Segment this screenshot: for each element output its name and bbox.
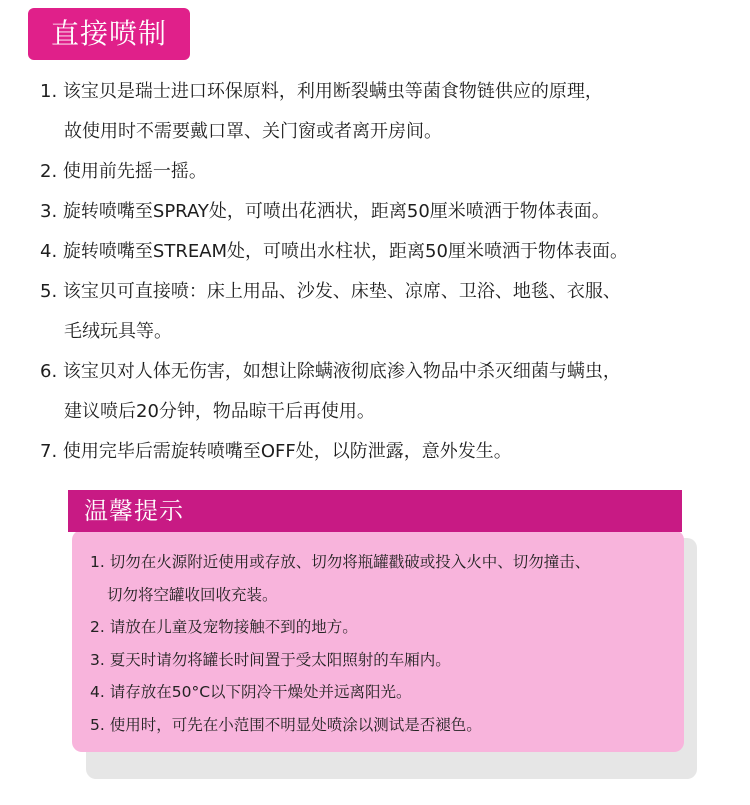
step-5-line-1: 5. 该宝贝可直接喷：床上用品、沙发、床垫、凉席、卫浴、地毯、衣服、 [40, 281, 621, 302]
step-3-line-1: 3. 旋转喷嘴至SPRAY处，可喷出花洒状，距离50厘米喷洒于物体表面。 [40, 201, 610, 222]
step-item-7 [40, 432, 730, 472]
usage-steps-list [40, 72, 730, 472]
step-item-2 [40, 152, 730, 192]
tip-4-line-1: 4. 请存放在50°C以下阴冷干燥处并远离阳光。 [90, 683, 412, 701]
step-4-line-1: 4. 旋转喷嘴至STREAM处，可喷出水柱状，距离50厘米喷洒于物体表面。 [40, 241, 628, 262]
page-title: 直接喷制 [28, 8, 190, 60]
step-2-line-1: 2. 使用前先摇一摇。 [40, 161, 207, 182]
tip-2-line-1: 2. 请放在儿童及宠物接触不到的地方。 [90, 618, 358, 636]
tip-item-5 [90, 709, 680, 742]
tip-3-line-1: 3. 夏天时请勿将罐长时间置于受太阳照射的车厢内。 [90, 650, 451, 669]
tip-1-line-1: 1. 切勿在火源附近使用或存放、切勿将瓶罐戳破或投入火中、切勿撞击、 [90, 553, 591, 571]
tip-1-line-2: 切勿将空罐收回收充装。 [107, 585, 278, 604]
step-item-6 [40, 352, 730, 432]
step-item-5 [40, 272, 730, 352]
step-item-1 [40, 72, 730, 152]
step-1-line-2: 故使用时不需要戴口罩、关门窗或者离开房间。 [64, 121, 442, 142]
tip-item-4 [90, 676, 680, 709]
step-item-4 [40, 232, 730, 272]
tip-5-line-1: 5. 使用时，可先在小范围不明显处喷涂以测试是否褪色。 [90, 715, 482, 734]
tips-list [90, 546, 680, 741]
step-6-line-1: 6. 该宝贝对人体无伤害，如想让除螨液彻底渗入物品中杀灭细菌与螨虫， [40, 361, 621, 382]
tip-item-1 [90, 546, 680, 611]
step-6-line-2: 建议喷后20分钟，物品晾干后再使用。 [64, 401, 375, 422]
step-5-line-2: 毛绒玩具等。 [64, 321, 172, 342]
step-item-3 [40, 192, 730, 232]
tip-item-2 [90, 611, 680, 644]
step-1-line-1: 1. 该宝贝是瑞士进口环保原料，利用断裂螨虫等菌食物链供应的原理， [40, 81, 603, 102]
step-7-line-1: 7. 使用完毕后需旋转喷嘴至OFF处，以防泄露，意外发生。 [40, 441, 512, 462]
tip-item-3 [90, 644, 680, 677]
tips-title: 温馨提示 [68, 490, 682, 532]
